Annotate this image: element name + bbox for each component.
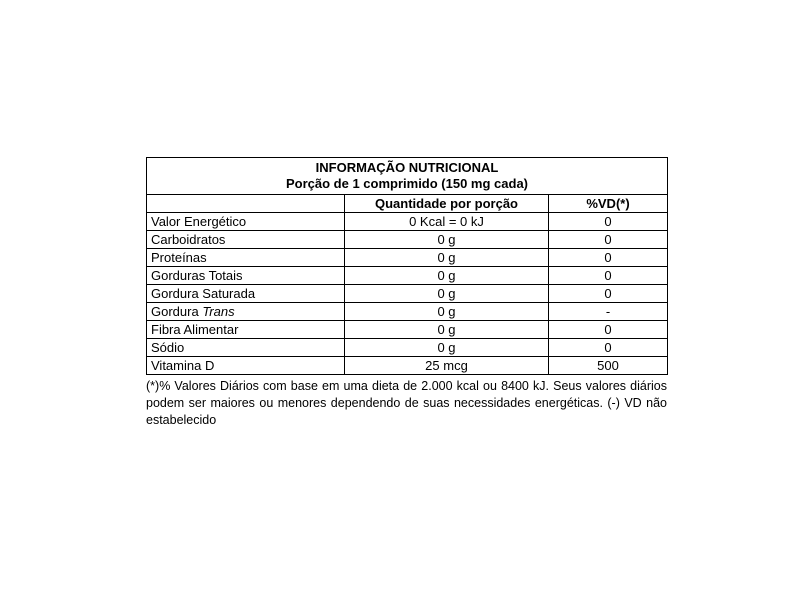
nutrition-facts-panel: [146, 157, 667, 442]
table-title: INFORMAÇÃO NUTRICIONAL: [315, 160, 499, 175]
nutrient-quantity: 0 g: [345, 285, 549, 303]
nutrient-name-prefix: Gordura: [151, 303, 199, 319]
nutrient-daily-value: 0: [549, 321, 668, 339]
nutrient-name: Fibra Alimentar: [147, 321, 345, 339]
nutrient-name-italic: Trans: [202, 303, 235, 319]
table-row: [147, 321, 668, 339]
nutrient-name: Carboidratos: [147, 231, 345, 249]
serving-size: Porção de 1 comprimido (150 mg cada): [285, 176, 529, 191]
table-row: [147, 339, 668, 357]
header-nutrient-cell: [147, 195, 345, 213]
table-row: [147, 231, 668, 249]
nutrient-daily-value: 0: [549, 339, 668, 357]
nutrient-daily-value: -: [549, 303, 668, 321]
nutrient-name: Sódio: [147, 339, 345, 357]
nutrient-daily-value: 0: [549, 249, 668, 267]
nutrient-quantity: 0 Kcal = 0 kJ: [345, 213, 549, 231]
nutrient-quantity: 0 g: [345, 267, 549, 285]
nutrient-name: Proteínas: [147, 249, 345, 267]
header-daily-value: %VD(*): [549, 195, 668, 213]
nutrient-name: [147, 303, 345, 321]
table-row: [147, 285, 668, 303]
nutrient-daily-value: 0: [549, 231, 668, 249]
table-row: [147, 249, 668, 267]
nutrition-table: [146, 157, 668, 375]
nutrient-daily-value: 0: [549, 285, 668, 303]
nutrient-daily-value: 500: [549, 357, 668, 375]
nutrient-quantity: 25 mcg: [345, 357, 549, 375]
table-row: [147, 303, 668, 321]
nutrient-name: Vitamina D: [147, 357, 345, 375]
nutrient-quantity: 0 g: [345, 231, 549, 249]
title-row: [147, 158, 668, 195]
nutrient-name: Gordura Saturada: [147, 285, 345, 303]
nutrient-daily-value: 0: [549, 213, 668, 231]
table-title-cell: [147, 158, 668, 195]
nutrient-name: Gorduras Totais: [147, 267, 345, 285]
nutrient-daily-value: 0: [549, 267, 668, 285]
header-quantity: Quantidade por porção: [345, 195, 549, 213]
table-row: [147, 267, 668, 285]
nutrient-name: Valor Energético: [147, 213, 345, 231]
footnote: (*)% Valores Diários com base em uma dieta de 2.000 kcal ou 8400 kJ. Seus valores diários podem ser maiores ou menores dependendo de suas necessidades energéticas. (-) VD não estabelecido: [146, 379, 667, 427]
nutrient-quantity: 0 g: [345, 303, 549, 321]
nutrient-quantity: 0 g: [345, 321, 549, 339]
nutrient-quantity: 0 g: [345, 339, 549, 357]
table-row: [147, 213, 668, 231]
header-row: [147, 195, 668, 213]
nutrient-quantity: 0 g: [345, 249, 549, 267]
table-row: [147, 357, 668, 375]
